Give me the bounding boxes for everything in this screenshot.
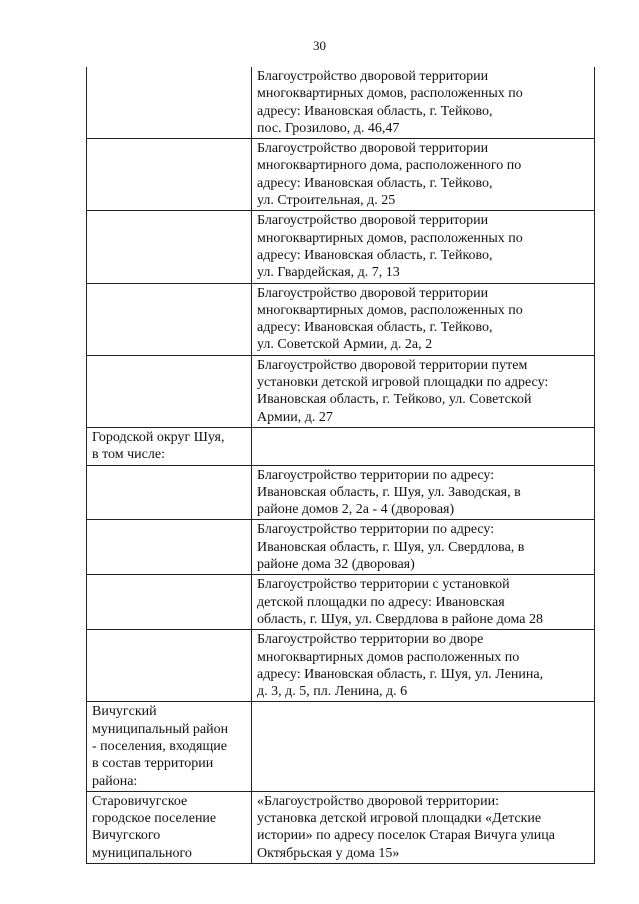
- project-description-cell: [252, 67, 595, 139]
- cell-text-line: ул. Гвардейская, д. 7, 13: [257, 265, 400, 281]
- project-description-cell: [252, 791, 595, 863]
- project-description-cell: [252, 520, 595, 575]
- table-row: [87, 630, 595, 702]
- municipality-cell: [87, 355, 252, 427]
- project-description-cell: [252, 702, 595, 791]
- table-row: [87, 575, 595, 630]
- cell-text-line: Вичугского: [92, 828, 161, 844]
- table-row: [87, 791, 595, 863]
- cell-text-line: детской площадки по адресу: Ивановская: [257, 594, 505, 610]
- cell-text-line: Армии, д. 27: [257, 409, 333, 425]
- cell-text-line: в состав территории: [92, 756, 214, 772]
- cell-text-line: Благоустройство дворовой территории: [257, 141, 489, 157]
- cell-text-line: многоквартирного дома, расположенного по: [257, 158, 522, 174]
- municipality-cell: [87, 67, 252, 139]
- improvement-projects-table: [86, 67, 595, 864]
- cell-text-line: Старовичугское: [92, 793, 188, 809]
- project-description-cell: [252, 211, 595, 283]
- cell-text-line: адресу: Ивановская область, г. Тейково,: [257, 320, 493, 336]
- cell-text-line: Благоустройство территории с установкой: [257, 577, 510, 593]
- cell-text-line: Благоустройство территории по адресу:: [257, 522, 495, 538]
- cell-text-line: адресу: Ивановская область, г. Шуя, ул. Ленина,: [257, 666, 544, 682]
- cell-text-line: Благоустройство территории во дворе: [257, 632, 484, 648]
- cell-text-line: Благоустройство дворовой территории: [257, 69, 489, 84]
- cell-text-line: районе дома 32 (дворовая): [257, 557, 415, 573]
- cell-text-line: района:: [92, 773, 138, 789]
- cell-text-line: Ивановская область, г. Шуя, ул. Свердлова, в: [257, 539, 525, 555]
- cell-text-line: Благоустройство дворовой территории: [257, 213, 489, 229]
- cell-text-line: установка детской игровой площадки «Детские: [257, 811, 542, 827]
- cell-text-line: Ивановская область, г. Тейково, ул. Советской: [257, 392, 532, 408]
- table-row: [87, 465, 595, 520]
- municipality-cell: [87, 139, 252, 211]
- cell-text-line: адресу: Ивановская область, г. Тейково,: [257, 175, 493, 191]
- page-number: 30: [313, 38, 326, 53]
- municipality-cell: [87, 791, 252, 863]
- table-row: [87, 67, 595, 139]
- cell-text-line: «Благоустройство дворовой территории:: [257, 793, 500, 809]
- cell-text-line: Благоустройство дворовой территории: [257, 285, 489, 301]
- cell-text-line: ул. Советской Армии, д. 2а, 2: [257, 337, 433, 353]
- municipality-cell: [87, 702, 252, 791]
- municipality-cell: [87, 211, 252, 283]
- project-description-cell: [252, 427, 595, 465]
- table-row: [87, 520, 595, 575]
- cell-text-line: многоквартирных домов, расположенных по: [257, 230, 523, 246]
- cell-text-line: Городской округ Шуя,: [92, 429, 225, 445]
- project-description-cell: [252, 283, 595, 355]
- cell-text-line: пос. Грозилово, д. 46,47: [257, 120, 400, 136]
- cell-text-line: ул. Строительная, д. 25: [257, 193, 396, 209]
- cell-text-line: многоквартирных домов, расположенных по: [257, 302, 523, 318]
- cell-text-line: установки детской игровой площадки по адресу:: [257, 375, 549, 391]
- project-description-cell: [252, 355, 595, 427]
- table-row: [87, 211, 595, 283]
- cell-text-line: Вичугский: [92, 704, 157, 720]
- cell-text-line: Благоустройство территории по адресу:: [257, 467, 495, 483]
- cell-text-line: многоквартирных домов расположенных по: [257, 649, 520, 665]
- cell-text-line: Октябрьская у дома 15»: [257, 845, 400, 861]
- table-row: [87, 283, 595, 355]
- table-row: [87, 702, 595, 791]
- cell-text-line: Ивановская область, г. Шуя, ул. Заводская, в: [257, 484, 521, 500]
- cell-text-line: д. 3, д. 5, пл. Ленина, д. 6: [257, 684, 408, 700]
- cell-text-line: - поселения, входящие: [92, 738, 227, 754]
- project-description-cell: [252, 575, 595, 630]
- project-description-cell: [252, 630, 595, 702]
- municipality-cell: [87, 630, 252, 702]
- cell-text-line: муниципального: [92, 845, 192, 861]
- municipality-cell: [87, 427, 252, 465]
- project-description-cell: [252, 465, 595, 520]
- cell-text-line: многоквартирных домов, расположенных по: [257, 86, 523, 102]
- municipality-cell: [87, 465, 252, 520]
- table-row: [87, 139, 595, 211]
- table-row: [87, 427, 595, 465]
- cell-text-line: область, г. Шуя, ул. Свердлова в районе дома 28: [257, 611, 543, 627]
- cell-text-line: районе домов 2, 2а - 4 (дворовая): [257, 502, 455, 518]
- cell-text-line: муниципальный район: [92, 721, 229, 737]
- table-body: [87, 67, 595, 864]
- cell-text-line: в том числе:: [92, 447, 165, 463]
- cell-text-line: истории» по адресу поселок Старая Вичуга улица: [257, 828, 555, 844]
- cell-text-line: адресу: Ивановская область, г. Тейково,: [257, 247, 493, 263]
- cell-text-line: городское поселение: [92, 811, 217, 827]
- cell-text-line: Благоустройство дворовой территории путем: [257, 357, 528, 373]
- municipality-cell: [87, 575, 252, 630]
- municipality-cell: [87, 283, 252, 355]
- table-row: [87, 355, 595, 427]
- project-description-cell: [252, 139, 595, 211]
- cell-text-line: адресу: Ивановская область, г. Тейково,: [257, 103, 493, 119]
- municipality-cell: [87, 520, 252, 575]
